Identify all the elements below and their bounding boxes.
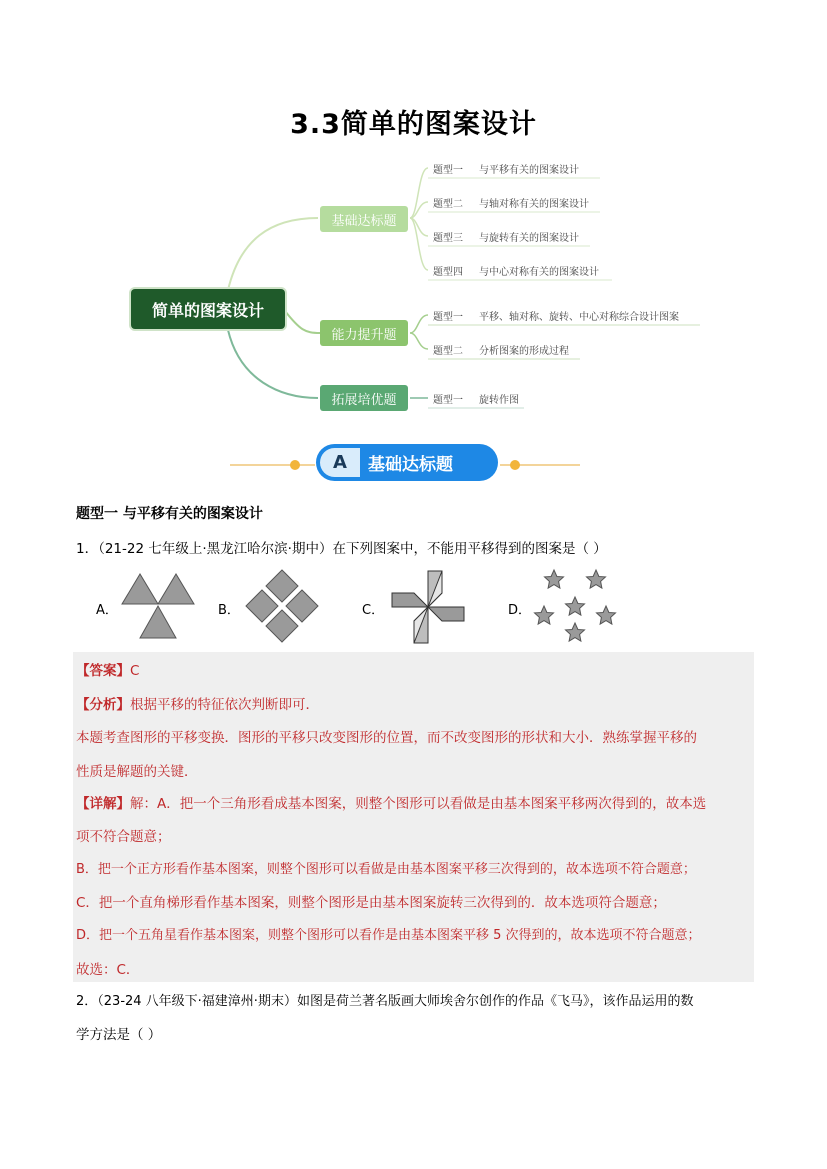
mindmap-leaf: 题型一 旋转作图 (433, 395, 519, 406)
option-c-label: C． (362, 603, 385, 618)
option-a-label: A． (96, 603, 118, 618)
detail-line-d: D．把一个五角星看作基本图案，则整个图形可以看作是由基本图案平移 5 次得到的，故本选项不符合题意； (76, 928, 701, 943)
note-line-1: 本题考查图形的平移变换．图形的平移只改变图形的位置，而不改变图形的形状和大小．熟练掌握平移的 (76, 730, 697, 746)
choose-line: 故选：C． (76, 962, 140, 978)
banner-letter: A (320, 448, 360, 477)
mindmap-leaf: 题型一 平移、轴对称、旋转、中心对称综合设计图案 (433, 312, 679, 323)
mindmap-root: 简单的图案设计 (131, 289, 285, 329)
mindmap-leaf: 题型二 与轴对称有关的图案设计 (433, 199, 589, 210)
option-a-figure (120, 572, 196, 640)
section-heading: 题型一 与平移有关的图案设计 (76, 506, 263, 522)
note-line-2: 性质是解题的关键． (76, 764, 198, 780)
mindmap-leaf: 题型一 与平移有关的图案设计 (433, 165, 579, 176)
option-d-figure (530, 565, 620, 645)
detail-line-c: C．把一个直角梯形看作基本图案，则整个图形是由基本图案旋转三次得到的．故本选项符合题意； (76, 895, 666, 911)
mindmap-branch-basic: 基础达标题 (320, 206, 408, 232)
mindmap-leaf: 题型二 分析图案的形成过程 (433, 346, 569, 357)
page-title: 3.3简单的图案设计 (290, 109, 537, 140)
answer-line: 【答案】C (76, 663, 140, 679)
option-b-figure (242, 568, 322, 644)
detail-line-a1: 【详解】解：A．把一个三角形看成基本图案，则整个图形可以看做是由基本图案平移两次得到的，故本选 (76, 796, 707, 812)
banner-title: 基础达标题 (368, 455, 453, 475)
option-c-figure (388, 568, 468, 646)
option-d-label: D． (508, 603, 532, 618)
mindmap-branch-ability: 能力提升题 (320, 320, 408, 346)
question-2-line-1: 2．（23-24 八年级下·福建漳州·期末）如图是荷兰著名版画大师埃舍尔创作的作品《飞马》，该作品运用的数 (76, 994, 694, 1009)
question-1-stem: 1．（21-22 七年级上·黑龙江哈尔滨·期中）在下列图案中，不能用平移得到的图案是（ ） (76, 541, 607, 557)
question-2-line-2: 学方法是（ ） (76, 1027, 162, 1043)
mindmap-branch-extension: 拓展培优题 (320, 385, 408, 411)
mindmap-leaf: 题型四 与中心对称有关的图案设计 (433, 267, 599, 278)
mindmap-leaf: 题型三 与旋转有关的图案设计 (433, 233, 579, 244)
detail-line-b: B．把一个正方形看作基本图案，则整个图形可以看做是由基本图案平移三次得到的，故本选项不符合题意； (76, 862, 696, 877)
detail-line-a2: 项不符合题意； (76, 829, 171, 845)
analysis-line: 【分析】根据平移的特征依次判断即可． (76, 697, 319, 713)
option-b-label: B． (218, 603, 240, 618)
